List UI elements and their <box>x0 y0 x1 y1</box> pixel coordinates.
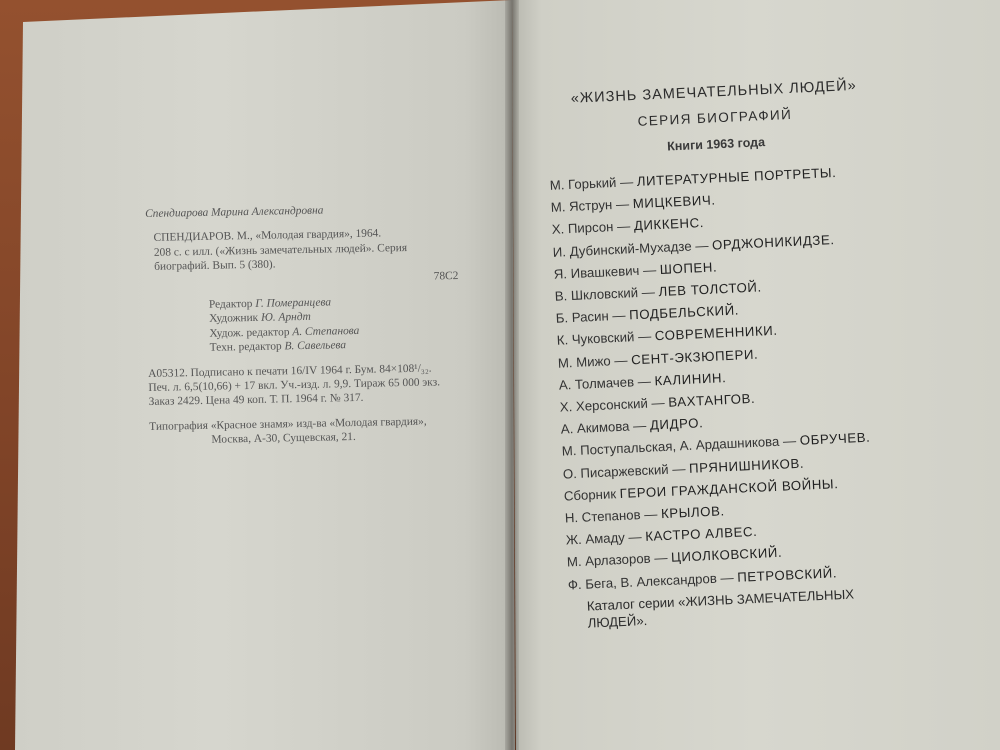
book-author: М. Арлазоров — <box>566 550 672 570</box>
book-title: ШОПЕН. <box>659 259 718 277</box>
book-title: СОВРЕМЕННИКИ. <box>654 323 778 344</box>
book-author: А. Акимова — <box>560 417 651 437</box>
catalog-entry-line-3: биографий. Вып. 5 (380). <box>154 258 276 274</box>
book-author: Х. Херсонский — <box>559 394 669 415</box>
book-list <box>549 158 948 597</box>
book-title: ГЕРОИ ГРАЖДАНСКОЙ ВОЙНЫ. <box>619 475 839 501</box>
credit-artist: Художник Ю. Арндт <box>209 311 311 326</box>
book-author: М. Горький — <box>549 173 638 193</box>
books-year-heading: Книги 1963 года <box>666 135 766 154</box>
book-gutter <box>505 0 519 750</box>
catalog-line-2: ЛЮДЕЙ». <box>587 612 648 631</box>
book-title: КАЛИНИН. <box>654 369 727 389</box>
book-author: М. Яструн — <box>550 196 634 216</box>
book-title: ОБРУЧЕВ. <box>799 430 871 449</box>
book-title: ПРЯНИШНИКОВ. <box>688 455 805 476</box>
book-author: А. Толмачев — <box>558 373 655 393</box>
series-subtitle: СЕРИЯ БИОГРАФИЙ <box>637 106 793 129</box>
book-title: ЛИТЕРАТУРНЫЕ ПОРТРЕТЫ. <box>636 164 837 189</box>
catalog-line-1: Каталог серии «ЖИЗНЬ ЗАМЕЧАТЕЛЬНЫХ <box>586 586 855 614</box>
credit-tech-editor: Техн. редактор В. Савельева <box>209 339 347 355</box>
book-title: КАСТРО АЛВЕС. <box>644 524 758 545</box>
typography-line-2: Москва, А-30, Сущевская, 21. <box>211 431 356 447</box>
book-title: ЛЕВ ТОЛСТОЙ. <box>658 279 763 300</box>
book-author: Х. Пирсон — <box>551 218 635 238</box>
book-author: Ж. Амаду — <box>565 529 646 548</box>
book-author: Б. Расин — <box>555 307 630 326</box>
book-title: МИЦКЕВИЧ. <box>632 192 716 212</box>
book-author: В. Шкловский — <box>554 284 659 304</box>
book-title: ПЕТРОВСКИЙ. <box>736 564 838 585</box>
book-author: К. Чуковский — <box>556 328 656 349</box>
credit-art-editor: Худож. редактор А. Степанова <box>209 324 360 340</box>
book-title: СЕНТ-ЭКЗЮПЕРИ. <box>630 346 759 367</box>
print-info-line-1: А05312. Подписано к печати 16/IV 1964 г. Бум. 84×108¹/₃₂. <box>148 362 432 380</box>
book-author: И. Дубинский-Мухадзе — <box>552 237 713 260</box>
book-title: КРЫЛОВ. <box>660 503 726 522</box>
series-title: «ЖИЗНЬ ЗАМЕЧАТЕЛЬНЫХ ЛЮДЕЙ» <box>570 77 857 107</box>
book-author: М. Поступальская, А. Ардашникова — <box>561 433 801 460</box>
catalog-entry-line-2: 208 с. с илл. («Жизнь замечательных людей». Серия <box>153 241 408 259</box>
book-author: М. Мижо — <box>557 352 632 371</box>
book-title: ОРДЖОНИКИДЗЕ. <box>711 231 835 253</box>
book-title: ВАХТАНГОВ. <box>667 390 756 410</box>
book-title: ДИДРО. <box>649 415 704 433</box>
book-author: Я. Ивашкевич — <box>553 261 661 282</box>
classification-code: 78С2 <box>433 269 459 283</box>
series-list-block <box>545 63 950 633</box>
credit-editor: Редактор Г. Померанцева <box>208 296 332 311</box>
typography-line-1: Типография «Красное знамя» изд-ва «Молодая гвардия», <box>149 415 427 433</box>
book-author: Ф. Бега, В. Александров — <box>567 569 738 593</box>
book-author: Сборник <box>563 485 620 504</box>
book-author: О. Писаржевский — <box>562 460 690 482</box>
book-title: ДИККЕНС. <box>633 215 705 234</box>
imprint-block <box>145 201 480 449</box>
book-author: Н. Степанов — <box>564 506 662 526</box>
print-info-line-2: Печ. л. 6,5(10,66) + 17 вкл. Уч.-изд. л. 9,9. Тираж 65 000 экз. <box>148 376 441 395</box>
catalog-entry-line-1: СПЕНДИАРОВ. М., «Молодая гвардия», 1964. <box>153 227 382 245</box>
author-full-name: Спендиарова Марина Александровна <box>145 204 324 220</box>
print-info-line-3: Заказ 2429. Цена 49 коп. Т. П. 1964 г. № 317. <box>148 392 364 409</box>
book-title: ПОДБЕЛЬСКИЙ. <box>628 302 740 323</box>
book-title: ЦИОЛКОВСКИЙ. <box>670 545 783 566</box>
